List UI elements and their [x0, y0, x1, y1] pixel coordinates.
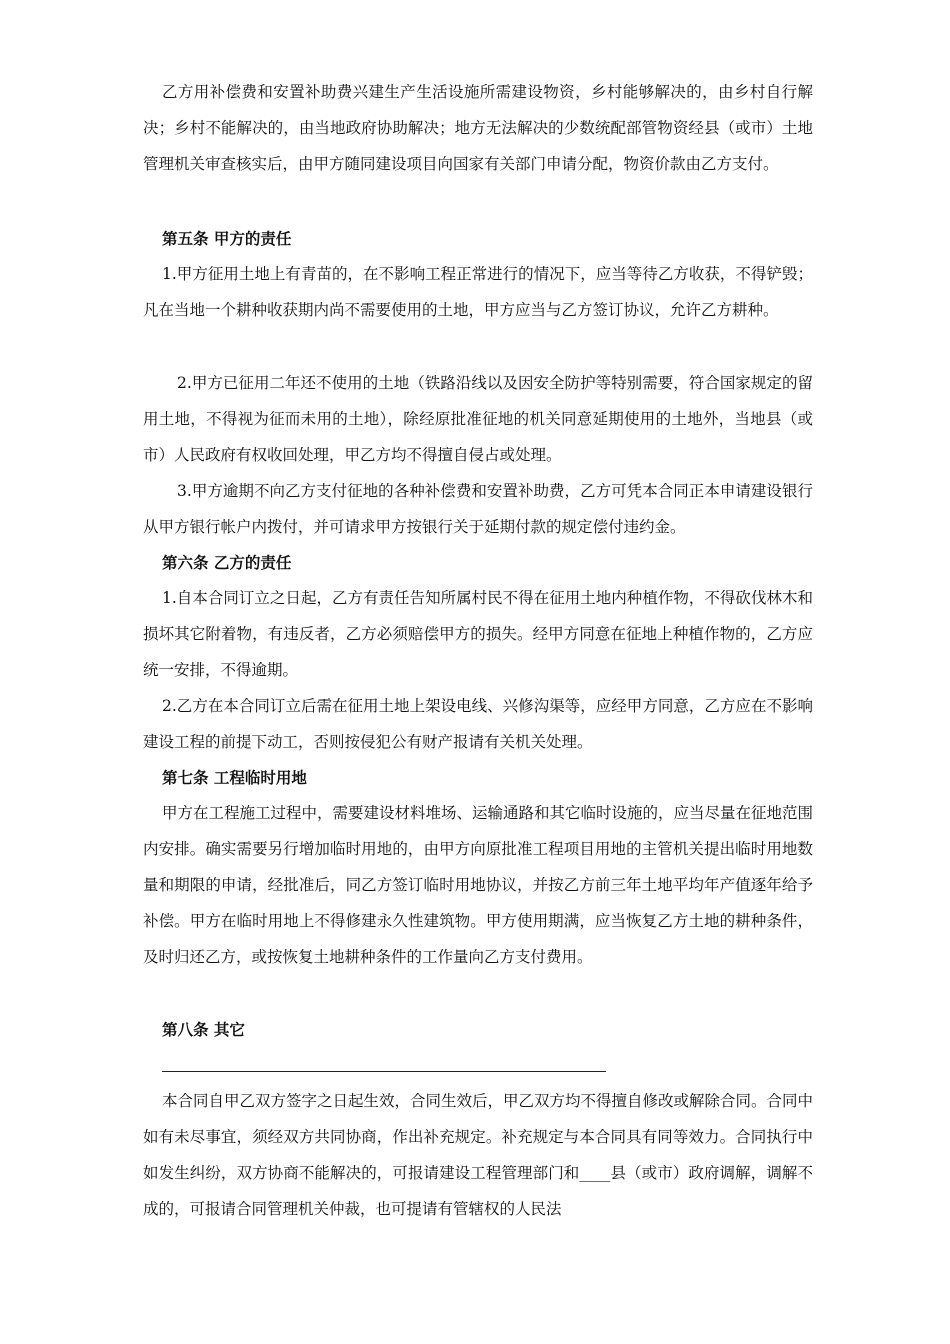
article-8-heading: 第八条 其它 [162, 1021, 245, 1039]
article-5-heading: 第五条 甲方的责任 [162, 230, 292, 248]
article-6-item-1: 1.自本合同订立之日起，乙方有责任告知所属村民不得在征用土地内种植作物，不得砍伐林木和损坏其它附着物，有违反者，乙方必须赔偿甲方的损失。经甲方同意在征地上种植作物的，乙方应统一安排，不得逾期。 [143, 589, 813, 679]
article-5-item-3: 3.甲方逾期不向乙方支付征地的各种补偿费和安置补助费，乙方可凭本合同正本申请建设银行从甲方银行帐户内拨付，并可请求甲方按银行关于延期付款的规定偿付违约金。 [143, 482, 813, 536]
article-5-item-2: 2.甲方已征用二年还不使用的土地（铁路沿线以及因安全防护等特别需要，符合国家规定的留用土地，不得视为征而未用的土地），除经原批准征地的机关同意延期使用的土地外，当地县（或市）人民政府有权收回处理，甲乙方均不得擅自侵占或处理。 [143, 374, 813, 464]
blank-fill-line [162, 1071, 606, 1072]
article-6-item-2: 2.乙方在本合同订立后需在征用土地上架设电线、兴修沟渠等，应经甲方同意，乙方应在不影响建设工程的前提下动工，否则按侵犯公有财产报请有关机关处理。 [143, 697, 813, 751]
paragraph-materials: 乙方用补偿费和安置补助费兴建生产生活设施所需建设物资，乡村能够解决的，由乡村自行解决；乡村不能解决的，由当地政府协助解决；地方无法解决的少数统配部管物资经县（或市）土地管理机关审查核实后，由甲方随同建设项目向国家有关部门申请分配，物资价款由乙方支付。 [143, 83, 813, 173]
article-5-item-1: 1.甲方征用土地上有青苗的，在不影响工程正常进行的情况下，应当等待乙方收获，不得铲毁；凡在当地一个耕种收获期内尚不需要使用的土地，甲方应当与乙方签订协议，允许乙方耕种。 [143, 265, 813, 319]
article-7-heading: 第七条 工程临时用地 [162, 769, 307, 787]
article-8-body: 本合同自甲乙双方签字之日起生效，合同生效后，甲乙双方均不得擅自修改或解除合同。合同中如有未尽事宜，须经双方共同协商，作出补充规定。补充规定与本合同具有同等效力。合同执行中如发生纠纷，双方协商不能解决的，可报请建设工程管理部门和____县（或市）政府调解，调解不成的，可报请合同管理机关仲裁，也可提请有管辖权的人民法 [143, 1092, 814, 1218]
article-6-heading: 第六条 乙方的责任 [162, 554, 292, 572]
article-7-body: 甲方在工程施工过程中，需要建设材料堆场、运输通路和其它临时设施的，应当尽量在征地范围内安排。确实需要另行增加临时用地的，由甲方向原批准工程项目用地的主管机关提出临时用地数量和期限的申请，经批准后，同乙方签订临时用地协议，并按乙方前三年土地平均年产值逐年给予补偿。甲方在临时用地上不得修建永久性建筑物。甲方使用期满，应当恢复乙方土地的耕种条件，及时归还乙方，或按恢复土地耕种条件的工作量向乙方支付费用。 [143, 804, 814, 966]
